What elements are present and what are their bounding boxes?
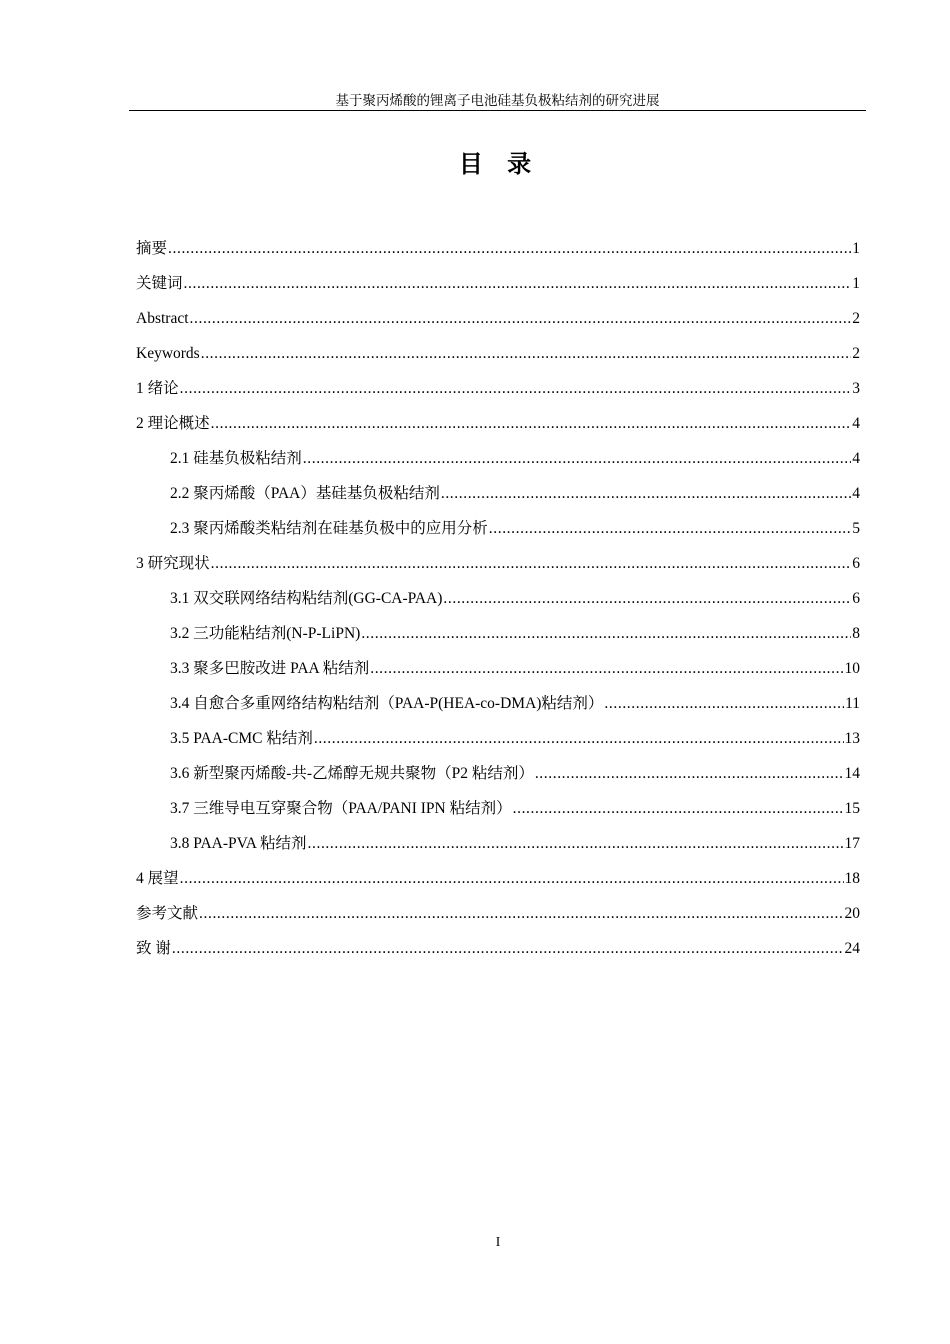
- toc-entry-page: 13: [844, 730, 860, 747]
- toc-entry-label: 关键词: [136, 275, 183, 292]
- toc-entry-page: 5: [852, 520, 860, 537]
- toc-entry-page: 1: [852, 275, 860, 292]
- running-header-title: 基于聚丙烯酸的锂离子电池硅基负极粘结剂的研究进展: [335, 93, 660, 108]
- toc-dot-leader: [168, 237, 851, 261]
- toc-entry-page: 18: [844, 870, 860, 887]
- toc-entry-label: 3.3 聚多巴胺改进 PAA 粘结剂: [170, 660, 370, 677]
- toc-entry[interactable]: [136, 552, 860, 587]
- toc-entry[interactable]: [136, 622, 860, 657]
- toc-entry[interactable]: [136, 657, 860, 692]
- toc-entry-label: Keywords: [136, 345, 200, 362]
- toc-dot-leader: [513, 797, 844, 821]
- toc-dot-leader: [180, 377, 852, 401]
- toc-dot-leader: [211, 552, 852, 576]
- toc-dot-leader: [308, 832, 844, 856]
- toc-entry-label: 3.2 三功能粘结剂(N-P-LiPN): [170, 625, 361, 642]
- toc-entry-page: 8: [852, 625, 860, 642]
- toc-entry[interactable]: [136, 272, 860, 307]
- toc-dot-leader: [489, 517, 851, 541]
- toc-entry[interactable]: [136, 412, 860, 447]
- toc-entry[interactable]: [136, 832, 860, 867]
- toc-entry[interactable]: [136, 937, 860, 972]
- running-header: [129, 92, 866, 111]
- toc-entry[interactable]: [136, 517, 860, 552]
- toc-entry-page: 24: [844, 940, 860, 957]
- toc-entry-label: 致 谢: [136, 940, 171, 957]
- toc-entry[interactable]: [136, 902, 860, 937]
- toc-entry-label: 3.5 PAA-CMC 粘结剂: [170, 730, 313, 747]
- toc-dot-leader: [604, 692, 844, 716]
- toc-entry-page: 2: [852, 345, 860, 362]
- toc-dot-leader: [199, 902, 843, 926]
- toc-entry[interactable]: [136, 587, 860, 622]
- toc-dot-leader: [535, 762, 844, 786]
- toc-entry-label: 摘要: [136, 240, 168, 257]
- toc-dot-leader: [184, 272, 852, 296]
- toc-entry-label: 2 理论概述: [136, 415, 210, 432]
- toc-entry-page: 2: [852, 310, 860, 327]
- toc-dot-leader: [201, 342, 852, 366]
- toc-title: 目 录: [458, 150, 540, 178]
- toc-entry-label: 2.2 聚丙烯酸（PAA）基硅基负极粘结剂: [170, 485, 440, 502]
- toc-dot-leader: [190, 307, 852, 331]
- table-of-contents: [136, 237, 860, 972]
- page-number: I: [495, 1234, 501, 1249]
- toc-entry-label: 3 研究现状: [136, 555, 210, 572]
- toc-entry-page: 4: [852, 450, 860, 467]
- toc-entry-label: Abstract: [136, 310, 189, 327]
- toc-dot-leader: [303, 447, 851, 471]
- toc-entry-label: 3.1 双交联网络结构粘结剂(GG-CA-PAA): [170, 590, 443, 607]
- toc-entry-page: 10: [844, 660, 860, 677]
- toc-entry-page: 3: [852, 380, 860, 397]
- toc-dot-leader: [180, 867, 844, 891]
- toc-entry[interactable]: [136, 762, 860, 797]
- toc-dot-leader: [361, 622, 851, 646]
- toc-entry-page: 6: [852, 555, 860, 572]
- toc-entry-label: 3.6 新型聚丙烯酸-共-乙烯醇无规共聚物（P2 粘结剂）: [170, 765, 534, 782]
- toc-entry-page: 11: [845, 695, 860, 712]
- toc-entry-page: 4: [852, 485, 860, 502]
- toc-entry-page: 17: [844, 835, 860, 852]
- toc-entry-label: 4 展望: [136, 870, 179, 887]
- toc-entry-page: 20: [844, 905, 860, 922]
- toc-entry[interactable]: [136, 237, 860, 272]
- toc-dot-leader: [172, 937, 844, 961]
- toc-dot-leader: [441, 482, 851, 506]
- toc-entry[interactable]: [136, 377, 860, 412]
- toc-entry[interactable]: [136, 342, 860, 377]
- toc-dot-leader: [370, 657, 843, 681]
- toc-entry-page: 14: [844, 765, 860, 782]
- toc-entry-label: 3.4 自愈合多重网络结构粘结剂（PAA-P(HEA-co-DMA)粘结剂）: [170, 695, 604, 712]
- toc-dot-leader: [211, 412, 852, 436]
- toc-entry-page: 4: [852, 415, 860, 432]
- toc-entry-label: 2.1 硅基负极粘结剂: [170, 450, 302, 467]
- toc-dot-leader: [314, 727, 844, 751]
- toc-entry-page: 6: [852, 590, 860, 607]
- toc-entry[interactable]: [136, 447, 860, 482]
- toc-entry-label: 3.8 PAA-PVA 粘结剂: [170, 835, 307, 852]
- toc-entry[interactable]: [136, 867, 860, 902]
- toc-entry-page: 1: [852, 240, 860, 257]
- toc-entry[interactable]: [136, 692, 860, 727]
- toc-entry[interactable]: [136, 307, 860, 342]
- toc-entry-label: 2.3 聚丙烯酸类粘结剂在硅基负极中的应用分析: [170, 520, 488, 537]
- toc-entry-page: 15: [844, 800, 860, 817]
- toc-entry[interactable]: [136, 482, 860, 517]
- toc-dot-leader: [443, 587, 851, 611]
- toc-entry-label: 参考文献: [136, 905, 199, 922]
- toc-entry-label: 3.7 三维导电互穿聚合物（PAA/PANI IPN 粘结剂）: [170, 800, 512, 817]
- toc-entry[interactable]: [136, 797, 860, 832]
- toc-entry[interactable]: [136, 727, 860, 762]
- toc-entry-label: 1 绪论: [136, 380, 179, 397]
